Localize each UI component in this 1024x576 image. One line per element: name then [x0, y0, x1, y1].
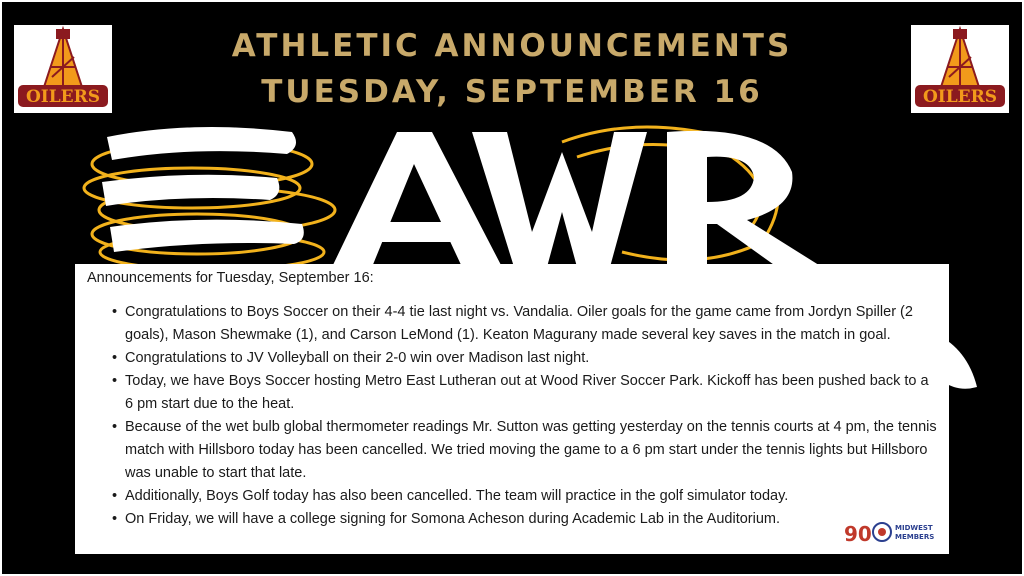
sponsor-logo [842, 516, 938, 548]
list-item: • Today, we have Boys Soccer hosting Metro East Lutheran out at Wood River Soccer Park. Kickoff has been pushed back to a 6 pm start due to the heat. [125, 370, 939, 416]
announcements-panel [75, 264, 949, 554]
oil-derrick-icon [911, 25, 1009, 113]
panel-heading: Announcements for Tuesday, September 16: [87, 270, 374, 286]
list-item: • Additionally, Boys Golf today has also been cancelled. The team will practice in the golf simulator today. [125, 485, 939, 508]
sponsor-line1: MIDWEST [895, 524, 933, 532]
oil-derrick-icon [14, 25, 112, 113]
sponsor-line2: MEMBERS [895, 533, 935, 541]
logo-text: OILERS [25, 87, 101, 107]
sponsor-number: 90 [844, 522, 872, 546]
list-item: • Congratulations to JV Volleyball on their 2-0 win over Madison last night. [125, 347, 939, 370]
list-item: • Because of the wet bulb global thermometer readings Mr. Sutton was getting yesterday on the tennis courts at 4 pm, the tennis match with Hillsboro today has been cancelled. We tried moving the game to a 6 pm start under the tennis lights but Hillsboro was unable to start that late. [125, 416, 939, 485]
oilers-logo-left [14, 25, 112, 113]
page-subtitle-date: TUESDAY, SEPTEMBER 16 [261, 74, 763, 110]
midwest-members-logo [842, 516, 938, 548]
oilers-logo-right [911, 25, 1009, 113]
list-item: • Congratulations to Boys Soccer on their 4-4 tie last night vs. Vandalia. Oiler goals for the game came from Jordyn Spiller (2 goals), Mason Shewmake (1), and Carson LeMond (1). Keaton Magurany made several key saves in the match in goal. [125, 301, 939, 347]
slide [2, 2, 1022, 574]
page-title: ATHLETIC ANNOUNCEMENTS [231, 28, 793, 64]
list-item: • On Friday, we will have a college signing for Somona Acheson during Academic Lab in the Auditorium. [125, 508, 939, 531]
logo-text: OILERS [922, 87, 998, 107]
announcements-list [87, 301, 939, 531]
